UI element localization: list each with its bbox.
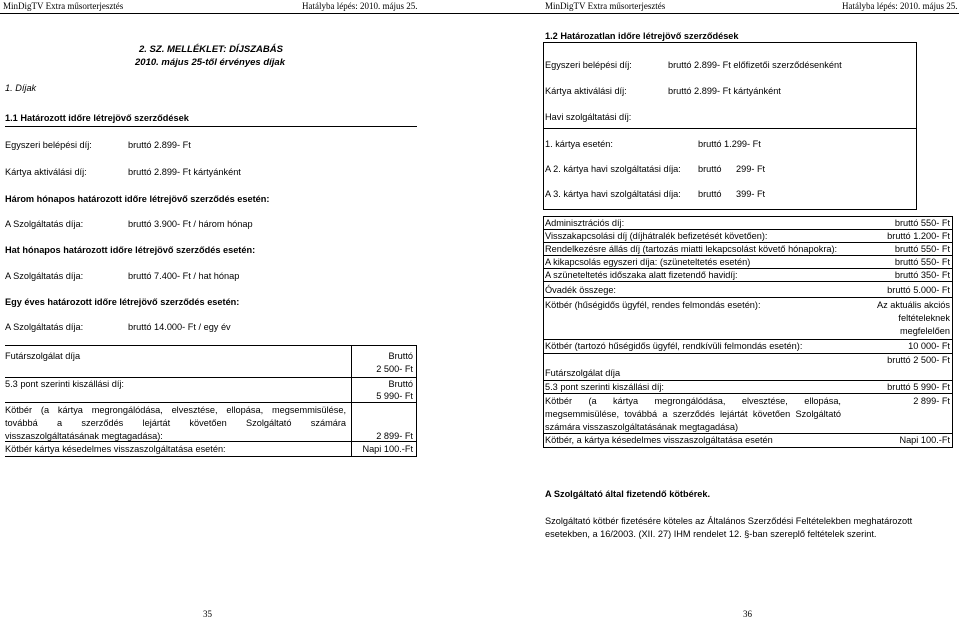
monthly-fee-label: Havi szolgáltatási díj: [545, 112, 632, 122]
left-delivery-value-2: 5 990- Ft [376, 391, 413, 401]
card-penalty-line-1: Kötbér (a kártya megrongálódása, elvesztése, ellopása, [545, 396, 841, 406]
card2-label: A 2. kártya havi szolgáltatási díja: [545, 164, 681, 174]
card2-prefix: bruttó [698, 164, 722, 174]
left-delivery-value-1: Bruttó [388, 379, 413, 389]
right-entry-fee-value: bruttó 2.899- Ft előfizetői szerződésenként [668, 60, 842, 70]
right-activation-label: Kártya aktiválási díj: [545, 86, 627, 96]
left-late-value: Napi 100.-Ft [362, 444, 413, 454]
left-penalty-value: 2 899- Ft [376, 431, 413, 441]
three-month-label: A Szolgáltatás díja: [5, 219, 84, 229]
right-late-label: Kötbér, a kártya késedelmes visszaszolgáltatása esetén [545, 435, 773, 445]
year-value: bruttó 14.000- Ft / egy év [128, 322, 231, 332]
left-late-label: Kötbér kártya késedelmes visszaszolgáltatása esetén: [5, 444, 226, 454]
year-heading: Egy éves határozott időre létrejövő szerződés esetén: [5, 297, 240, 307]
fee-row-label: A szüneteltetés időszaka alatt fizetendő havidíj: [545, 270, 738, 280]
penalty-extra-label: Kötbér (tartozó hűségidős ügyfél, rendkívüli felmondás esetén): [545, 341, 803, 351]
left-page-number: 35 [203, 609, 212, 619]
right-entry-fee-label: Egyszeri belépési díj: [545, 60, 632, 70]
right-header-date: Hatályba lépés: 2010. május 25. [842, 1, 958, 11]
fee-row-label: Óvadék összege: [545, 285, 616, 295]
left-courier-value-1: Bruttó [388, 351, 413, 361]
three-month-heading: Három hónapos határozott időre létrejövő szerződés esetén: [5, 194, 270, 204]
fee-row-value: bruttó 5.000- Ft [887, 285, 950, 295]
card-penalty-line-2: megsemmisülése, továbbá a szerződés lejártát követően Szolgáltató [545, 409, 841, 419]
fee-row-label: Adminisztrációs díj: [545, 218, 625, 228]
activation-value: bruttó 2.899- Ft kártyánként [128, 167, 241, 177]
fee-row-value: bruttó 550- Ft [894, 257, 950, 267]
card3-prefix: bruttó [698, 189, 722, 199]
section-title: 1. Díjak [5, 83, 37, 93]
card1-value: bruttó 1.299- Ft [698, 139, 761, 149]
activation-label: Kártya aktiválási díj: [5, 167, 87, 177]
left-courier-value-2: 2 500- Ft [376, 364, 413, 374]
left-penalty-line-2: továbbá a szerződés lejártát követően Szolgáltató számára [5, 418, 346, 428]
left-penalty-line-1: Kötbér (a kártya megrongálódása, elvesztése, ellopása, megsemmisülése, [5, 405, 346, 415]
penalty-loyal-value-1: Az aktuális akciós [876, 300, 950, 310]
provider-penalty-text-1: Szolgáltató kötbér fizetésére köteles az Általános Szerződési Feltételekben meghatározott [545, 516, 913, 526]
left-header-title: MinDigTV Extra műsorterjesztés [3, 1, 124, 11]
left-penalty-line-3: visszaszolgáltatásának megtagadása): [5, 431, 163, 441]
three-month-value: bruttó 3.900- Ft / három hónap [128, 219, 253, 229]
provider-penalty-text-2: esetekben, a 16/2003. (XII. 27) IHM rendelet 12. §-ban szereplő feltételek szerint. [545, 529, 877, 539]
header-divider [0, 13, 959, 14]
right-page-number: 36 [743, 609, 752, 619]
fee-row-label: Rendelkezésre állás díj (tartozás miatti lekapcsolást követő hónapokra): [545, 244, 838, 254]
fee-row-value: bruttó 350- Ft [894, 270, 950, 280]
card3-label: A 3. kártya havi szolgáltatási díja: [545, 189, 681, 199]
fee-row-value: bruttó 1.200- Ft [887, 231, 950, 241]
left-delivery-label: 5.3 pont szerinti kiszállási díj: [5, 379, 124, 389]
penalty-loyal-label: Kötbér (hűségidős ügyfél, rendes felmondás esetén): [545, 300, 761, 310]
provider-penalty-heading: A Szolgáltató által fizetendő kötbérek. [545, 489, 711, 499]
right-late-value: Napi 100.-Ft [899, 435, 950, 445]
penalty-extra-value: 10 000- Ft [908, 341, 950, 351]
card1-label: 1. kártya esetén: [545, 139, 613, 149]
left-courier-label: Futárszolgálat díja [5, 351, 81, 361]
subsection-title: 1.1 Határozott időre létrejövő szerződések [5, 113, 189, 123]
annex-title: 2. SZ. MELLÉKLET: DÍJSZABÁS [139, 44, 283, 55]
penalty-loyal-value-2: feltételeknek [898, 313, 950, 323]
entry-fee-label: Egyszeri belépési díj: [5, 140, 92, 150]
fee-row-value: bruttó 550- Ft [894, 244, 950, 254]
fee-row-label: A kikapcsolás egyszeri díja: (szüneteltetés esetén) [545, 257, 751, 267]
right-activation-value: bruttó 2.899- Ft kártyánként [668, 86, 781, 96]
six-month-heading: Hat hónapos határozott időre létrejövő szerződés esetén: [5, 245, 256, 255]
card2-value: 299- Ft [736, 164, 766, 174]
six-month-value: bruttó 7.400- Ft / hat hónap [128, 271, 240, 281]
right-delivery-value: bruttó 5 990- Ft [887, 382, 950, 392]
right-subsection-title: 1.2 Határozatlan időre létrejövő szerződések [545, 31, 739, 41]
card-penalty-value: 2 899- Ft [913, 396, 950, 406]
right-header-title: MinDigTV Extra műsorterjesztés [545, 1, 666, 11]
right-courier-label: Futárszolgálat díja [545, 368, 621, 378]
subsection-divider [5, 126, 417, 127]
six-month-label: A Szolgáltatás díja: [5, 271, 84, 281]
annex-subtitle: 2010. május 25-től érvényes díjak [135, 57, 285, 68]
left-header-date: Hatályba lépés: 2010. május 25. [302, 1, 418, 11]
penalty-loyal-value-3: megfelelően [899, 326, 950, 336]
fee-row-value: bruttó 550- Ft [894, 218, 950, 228]
right-courier-value: bruttó 2 500- Ft [887, 355, 950, 365]
year-label: A Szolgáltatás díja: [5, 322, 84, 332]
right-delivery-label: 5.3 pont szerinti kiszállási díj: [545, 382, 664, 392]
card3-value: 399- Ft [736, 189, 766, 199]
entry-fee-value: bruttó 2.899- Ft [128, 140, 191, 150]
card-penalty-line-3: számára visszaszolgáltatásának megtagadása) [545, 422, 739, 432]
fee-row-label: Visszakapcsolási díj (díjhátralék befizetését követően): [545, 231, 768, 241]
